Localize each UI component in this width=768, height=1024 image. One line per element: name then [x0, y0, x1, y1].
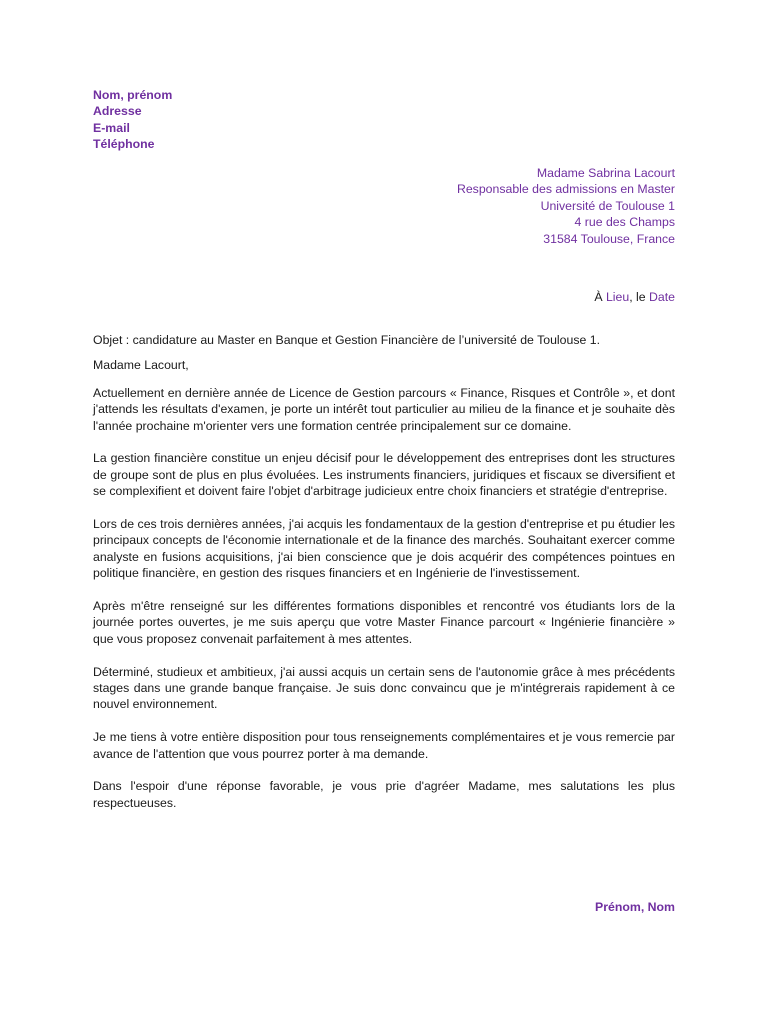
paragraph-4: Après m'être renseigné sur les différentes formations disponibles et rencontré vos étudiants lors de la journée portes ouvertes, je me suis aperçu que votre Master Finance parcourt « Ingénierie financière » que vous proposez convenait parfaitement à mes attentes.: [93, 599, 675, 646]
sender-phone: Téléphone: [93, 137, 155, 152]
recipient-name: Madame Sabrina Lacourt: [536, 166, 675, 180]
paragraph-2: La gestion financière constitue un enjeu décisif pour le développement des entreprises dont les structures de groupe sont de plus en plus évoluées. Les instruments financiers, juridiques et fiscaux se diversifient et se complexifient et doivent faire l'objet d'arbitrage judicieux entre choix financiers et stratégie d'entreprise.: [93, 451, 675, 499]
date-middle: , le: [629, 290, 650, 304]
sender-address: Adresse: [93, 104, 142, 119]
recipient-city: 31584 Toulouse, France: [543, 231, 675, 246]
letter-body: [93, 332, 675, 828]
date-value: Date: [649, 290, 675, 304]
recipient-block: [457, 165, 675, 247]
recipient-title: Responsable des admissions en Master: [456, 182, 675, 197]
paragraph-5: Déterminé, studieux et ambitieux, j'ai aussi acquis un certain sens de l'autonomie grâce à mes précédents stages dans une grande banque française. Je suis donc convaincu que je m'intégrerais rapidement à ce nouvel environnement.: [93, 664, 675, 712]
paragraph-1: Actuellement en dernière année de Licence de Gestion parcours « Finance, Risques et Contrôle », et dont j'attends les résultats d'examen, je porte un intérêt tout particulier au milieu de la finance et je souhaite dès l'année prochaine m'orienter vers une formation centrée principalement sur ce domaine.: [93, 385, 675, 433]
recipient-institution: Université de Toulouse 1: [540, 198, 675, 213]
recipient-street: 4 rue des Champs: [574, 215, 675, 230]
paragraph-3: Lors de ces trois dernières années, j'ai acquis les fondamentaux de la gestion d'entreprise et pu étudier les principaux concepts de l'économie internationale et de la finance des marchés. Souhaitant exercer comme analyste en fusions acquisitions, j'ai bien conscience que je dois acquérir des compétences pointues en politique financière, en gestion des risques financiers et en Ingénierie de l'investissement.: [93, 517, 675, 581]
letter-object: Objet : candidature au Master en Banque et Gestion Financière de l’université de Toulouse 1.: [93, 333, 600, 347]
paragraph-6: Je me tiens à votre entière disposition pour tous renseignements complémentaires et je vous remercie par avance de l'attention que vous pourrez porter à ma demande.: [93, 730, 675, 761]
paragraph-7: Dans l'espoir d'une réponse favorable, je vous prie d'agréer Madame, mes salutations les plus respectueuses.: [93, 779, 675, 810]
date-prefix: À: [594, 290, 606, 304]
sender-name: Nom, prénom: [93, 88, 173, 102]
date-place: Lieu: [605, 290, 630, 304]
sender-block: [93, 87, 172, 153]
date-line: [594, 289, 675, 305]
signature: Prénom, Nom: [595, 900, 675, 914]
letter-salutation: Madame Lacourt,: [93, 358, 189, 373]
sender-email: E-mail: [93, 120, 130, 135]
